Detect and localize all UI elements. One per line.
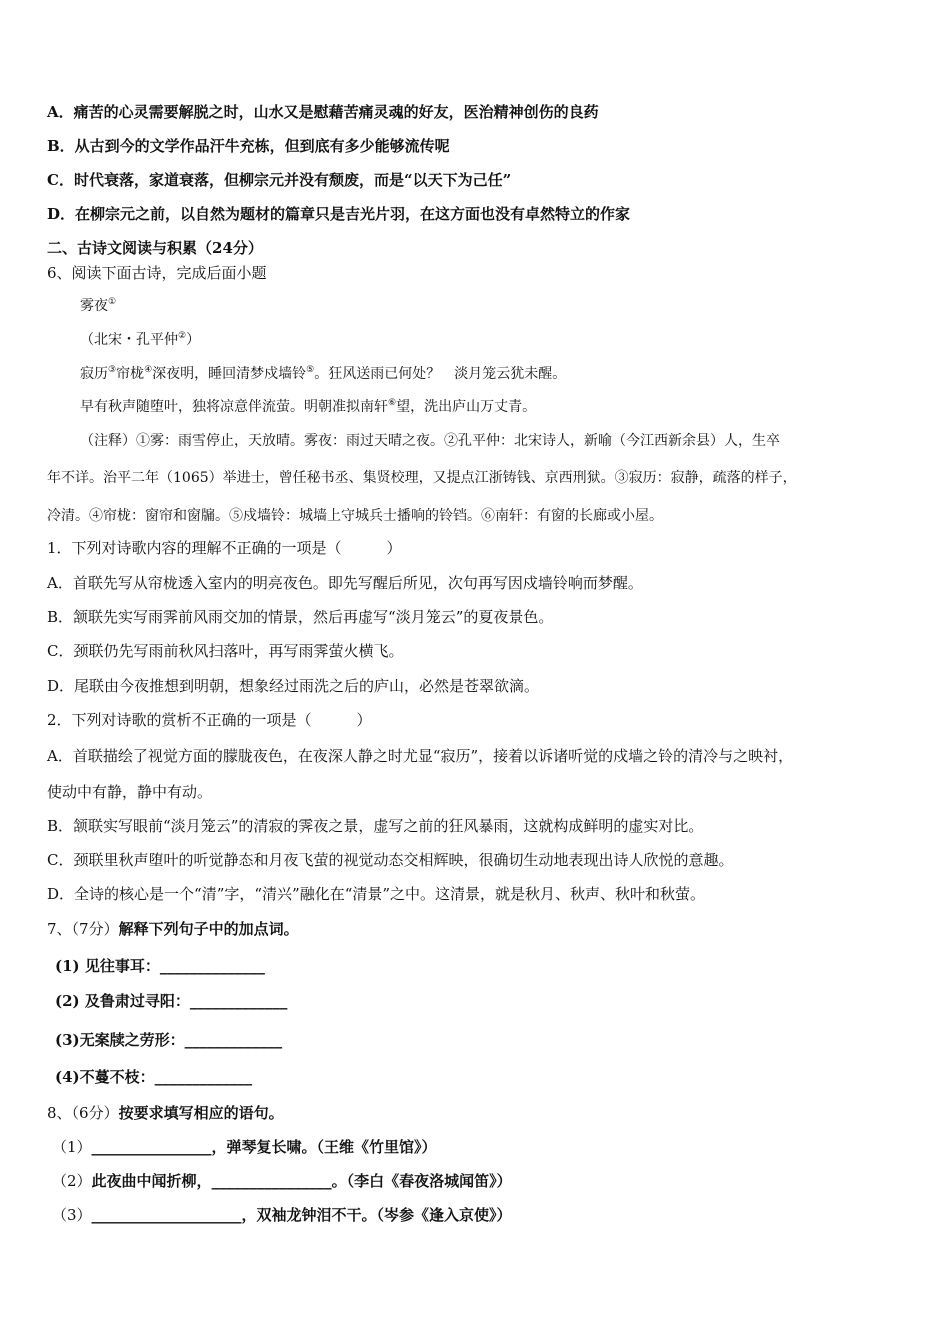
poem-author [80, 329, 200, 351]
q8-item-text: 。（李白《春夜洛城闻笛》） [331, 1172, 512, 1190]
q7-item-4 [55, 1066, 252, 1088]
sub2-stem: 2．下列对诗歌的赏析不正确的一项是（ ） [47, 711, 372, 729]
q7-item-text: 及鲁肃过寻阳： [84, 992, 190, 1010]
question-6-prompt: 6、阅读下面古诗，完成后面小题 [47, 264, 267, 282]
q8-item-num: （3） [52, 1206, 92, 1224]
sub2-option-c: C．颈联里秋声堕叶的听觉静态和月夜飞萤的视觉动态交相辉映，很确切生动地表现出诗人欣悦的意趣。 [47, 851, 734, 869]
q7-item-num: (4) [55, 1068, 80, 1086]
q7-item-num: (1) [55, 957, 80, 975]
q8-item-text: ，双袖龙钟泪不干。（岑参《逢入京使》） [241, 1206, 512, 1224]
q7-item-3 [55, 1029, 282, 1051]
poem-text: 望，洗出庐山万丈青。 [396, 399, 537, 415]
q8-item-text: 此夜曲中闻折柳， [91, 1172, 212, 1190]
sub1-stem: 1．下列对诗歌内容的理解不正确的一项是（ ） [47, 539, 402, 557]
sub2-option-b: B．颔联实写眼前“淡月笼云”的清寂的霁夜之景，虚写之前的狂风暴雨，这就构成鲜明的虚实对比。 [47, 817, 704, 835]
poem-line-2 [80, 396, 536, 418]
q7-item-text: 不蔓不枝： [79, 1068, 155, 1086]
note-marker: ⑥ [388, 398, 397, 408]
q8-item-3 [52, 1204, 512, 1226]
note-marker: ⑤ [306, 365, 315, 375]
option-5d: D．在柳宗元之前，以自然为题材的篇章只是吉光片羽，在这方面也没有卓然特立的作家 [47, 205, 631, 223]
poem-line-1 [80, 363, 566, 385]
answer-blank: ________________ [91, 1138, 212, 1156]
q8-item-text: ，弹琴复长啸。（王维《竹里馆》） [211, 1138, 437, 1156]
question-7-title: 解释下列句子中的加点词。 [118, 920, 299, 938]
sub1-option-d: D．尾联由今夜推想到明朝，想象经过雨洗之后的庐山，必然是苍翠欲滴。 [47, 677, 540, 695]
poem-text: 寂历 [80, 366, 108, 382]
q7-item-2 [55, 990, 287, 1012]
poem-title-text: 雾夜 [80, 298, 108, 314]
q7-item-1 [55, 955, 265, 977]
question-8-prefix: 8、（6分） [47, 1104, 119, 1122]
question-8-title: 按要求填写相应的语句。 [118, 1104, 284, 1122]
sub2-option-a-cont: 使动中有静，静中有动。 [47, 783, 213, 801]
poem-text: 帘栊 [116, 366, 145, 382]
answer-blank: _____________ [184, 1031, 283, 1049]
q7-item-num: (2) [55, 992, 80, 1010]
note-marker: ④ [144, 365, 153, 375]
q8-item-num: （2） [52, 1172, 92, 1190]
poem-text: 早有秋声随堕叶，独将凉意伴流萤。明朝准拟南轩 [80, 399, 388, 415]
q7-item-text: 见往事耳： [84, 957, 160, 975]
note-marker: ③ [108, 365, 117, 375]
poem-notes-2: 年不详。治平二年（1065）举进士，曾任秘书丞、集贤校理，又提点江浙铸钱、京西刑狱。③寂历：寂静，疏落的样子， [47, 470, 797, 486]
sub2-option-a: A．首联描绘了视觉方面的朦胧夜色，在夜深人静之时尤显“寂历”，接着以诉诸听觉的戍墙之铃的清冷与之映衬， [47, 747, 794, 765]
poem-notes-1: （注释）①雾：雨雪停止，天放晴。雾夜：雨过天晴之夜。②孔平仲：北宋诗人，新喻（今江西新余县）人，生卒 [80, 433, 780, 449]
answer-blank: _____________ [154, 1068, 253, 1086]
note-marker: ② [178, 331, 187, 341]
answer-blank: ________________ [211, 1172, 332, 1190]
sub2-option-d: D．全诗的核心是一个“清”字，“清兴”融化在“清景”之中。这清景，就是秋月、秋声、秋叶和秋萤。 [47, 885, 706, 903]
q8-item-2 [52, 1170, 512, 1192]
option-5b: B．从古到今的文学作品汗牛充栋，但到底有多少能够流传呢 [47, 137, 450, 155]
author-post: ） [186, 332, 201, 348]
sub1-option-b: B．颔联先实写雨霁前风雨交加的情景，然后再虚写“淡月笼云”的夏夜景色。 [47, 608, 554, 626]
answer-blank: ____________________ [91, 1206, 242, 1224]
note-marker: ① [108, 297, 117, 307]
q7-item-text: 无案牍之劳形： [79, 1031, 185, 1049]
option-5c: C．时代衰落，家道衰落，但柳宗元并没有颓废，而是“以天下为己任” [47, 171, 512, 189]
option-5a: A．痛苦的心灵需要解脱之时，山水又是慰藉苦痛灵魂的好友，医治精神创伤的良药 [47, 103, 599, 121]
poem-text: 深夜明，睡回清梦戍墙铃 [152, 366, 307, 382]
poem-notes-3: 冷清。④帘栊：窗帘和窗牖。⑤戍墙铃：城墙上守城兵士播响的铃铛。⑥南轩：有窗的长廊或小屋。 [47, 508, 663, 524]
sub1-option-a: A．首联先写从帘栊透入室内的明亮夜色。即先写醒后所见，次句再写因戍墙铃响而梦醒。 [47, 574, 643, 592]
poem-text: 。狂风送雨已何处？ 淡月笼云犹未醒。 [314, 366, 567, 382]
section-heading: 二、古诗文阅读与积累（24分） [47, 239, 263, 257]
question-7-prefix: 7、（7分） [47, 920, 119, 938]
author-pre: （北宋・孔平仲 [80, 332, 178, 348]
q7-item-num: (3) [55, 1031, 80, 1049]
question-7-heading [47, 918, 299, 940]
question-8-heading [47, 1102, 284, 1124]
answer-blank: ______________ [159, 957, 265, 975]
answer-blank: _____________ [189, 992, 288, 1010]
sub1-option-c: C．颈联仍先写雨前秋风扫落叶，再写雨霁萤火横飞。 [47, 642, 404, 660]
poem-title [80, 295, 116, 317]
q8-item-1 [52, 1136, 437, 1158]
q8-item-num: （1） [52, 1138, 92, 1156]
